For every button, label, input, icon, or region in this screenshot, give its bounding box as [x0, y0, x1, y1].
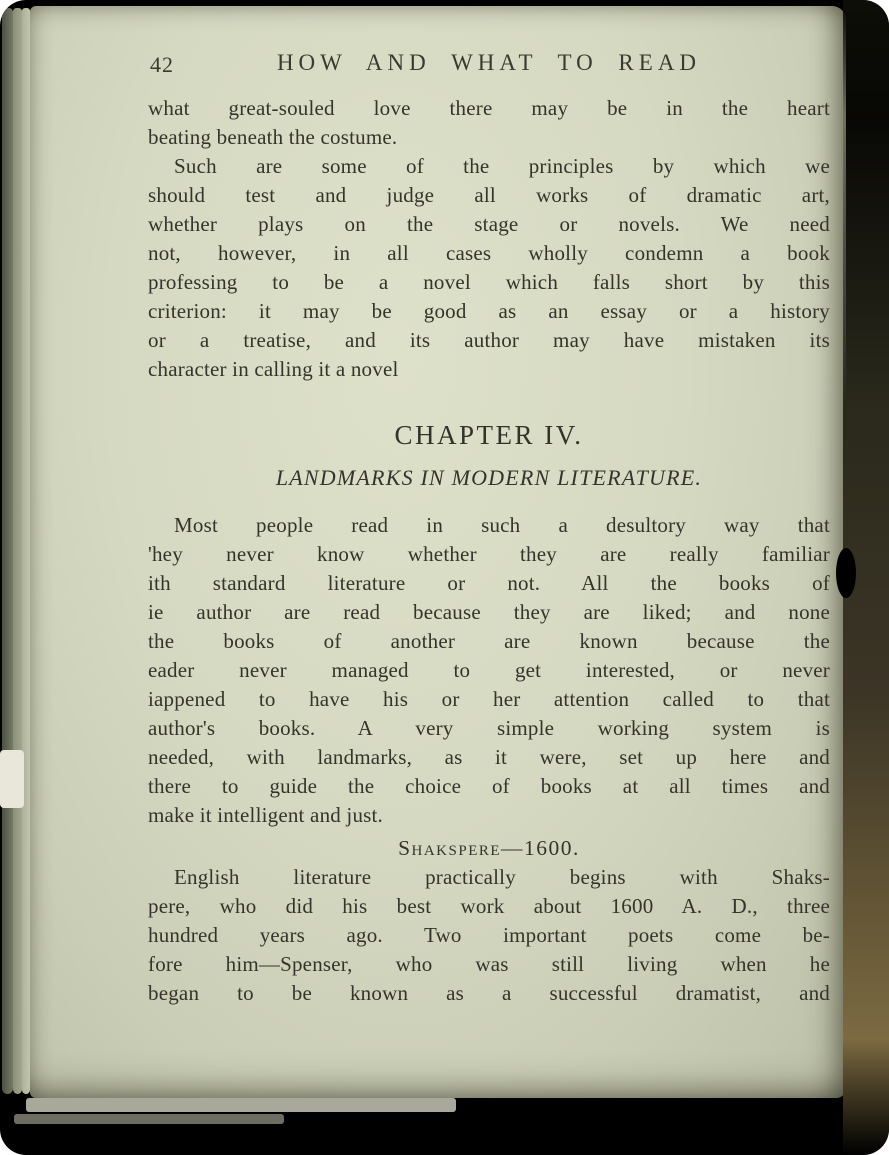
- text-line: iappened to have his or her attention called to that: [148, 687, 830, 711]
- text-line: whether plays on the stage or novels. We need: [148, 212, 830, 236]
- chapter-heading: CHAPTER IV.: [394, 420, 584, 450]
- bottom-page-edge: [26, 1098, 456, 1112]
- page-stack-edge: [22, 8, 30, 1094]
- paragraph: [148, 94, 830, 152]
- section-text: [148, 863, 830, 1008]
- text-line: criterion: it may be good as an essay or a history: [148, 299, 830, 323]
- text-line: Such are some of the principles by which we: [174, 154, 830, 178]
- text-line: author's books. A very simple working system is: [148, 716, 830, 740]
- text-line: or a treatise, and its author may have mistaken its: [148, 328, 830, 352]
- text-line: pere, who did his best work about 1600 A. D., three: [148, 894, 830, 918]
- page-stack-edge: [2, 8, 13, 1094]
- text-line: there to guide the choice of books at all times and: [148, 774, 830, 798]
- text-line: fore him—Spenser, who was still living when he: [148, 952, 830, 976]
- text-line: ith standard literature or not. All the books of: [148, 571, 830, 595]
- text-line: began to be known as a successful dramatist, and: [148, 981, 830, 1005]
- page-header: [148, 50, 830, 80]
- paragraph: [148, 863, 830, 1008]
- body-text: [148, 94, 830, 384]
- book-page: [30, 6, 846, 1098]
- chapter-subtitle: LANDMARKS IN MODERN LITERATURE.: [275, 465, 703, 490]
- text-line: eader never managed to get interested, or never: [148, 658, 830, 682]
- page-stack-edge: [13, 8, 22, 1094]
- text-line: professing to be a novel which falls short by this: [148, 270, 830, 294]
- page-edge-notch: [836, 548, 856, 598]
- text-line: character in calling it a novel: [148, 357, 399, 381]
- text-line: needed, with landmarks, as it were, set up here and: [148, 745, 830, 769]
- running-title: HOW AND WHAT TO READ: [276, 50, 702, 75]
- text-line: make it intelligent and just.: [148, 803, 384, 827]
- text-line: hundred years ago. Two important poets come be-: [148, 923, 830, 947]
- text-line: the books of another are known because the: [148, 629, 830, 653]
- text-line: English literature practically begins with Shaks-: [174, 865, 830, 889]
- text-line: ie author are read because they are liked; and none: [148, 600, 830, 624]
- text-line: should test and judge all works of dramatic art,: [148, 183, 830, 207]
- paragraph: [148, 152, 830, 384]
- section-heading: Shakspere—1600.: [398, 836, 580, 860]
- page-number: 42: [150, 52, 174, 77]
- paragraph: [148, 511, 830, 830]
- text-line: 'hey never know whether they are really familiar: [148, 542, 830, 566]
- page-edge-highlight: [0, 750, 24, 808]
- chapter-text: [148, 511, 830, 830]
- text-line: not, however, in all cases wholly condemn a book: [148, 241, 830, 265]
- bottom-page-edge: [14, 1114, 284, 1124]
- text-line: Most people read in such a desultory way that: [174, 513, 830, 537]
- text-line: beating beneath the costume.: [148, 125, 398, 149]
- text-column: [148, 6, 830, 1098]
- text-line: what great-souled love there may be in the heart: [148, 96, 830, 120]
